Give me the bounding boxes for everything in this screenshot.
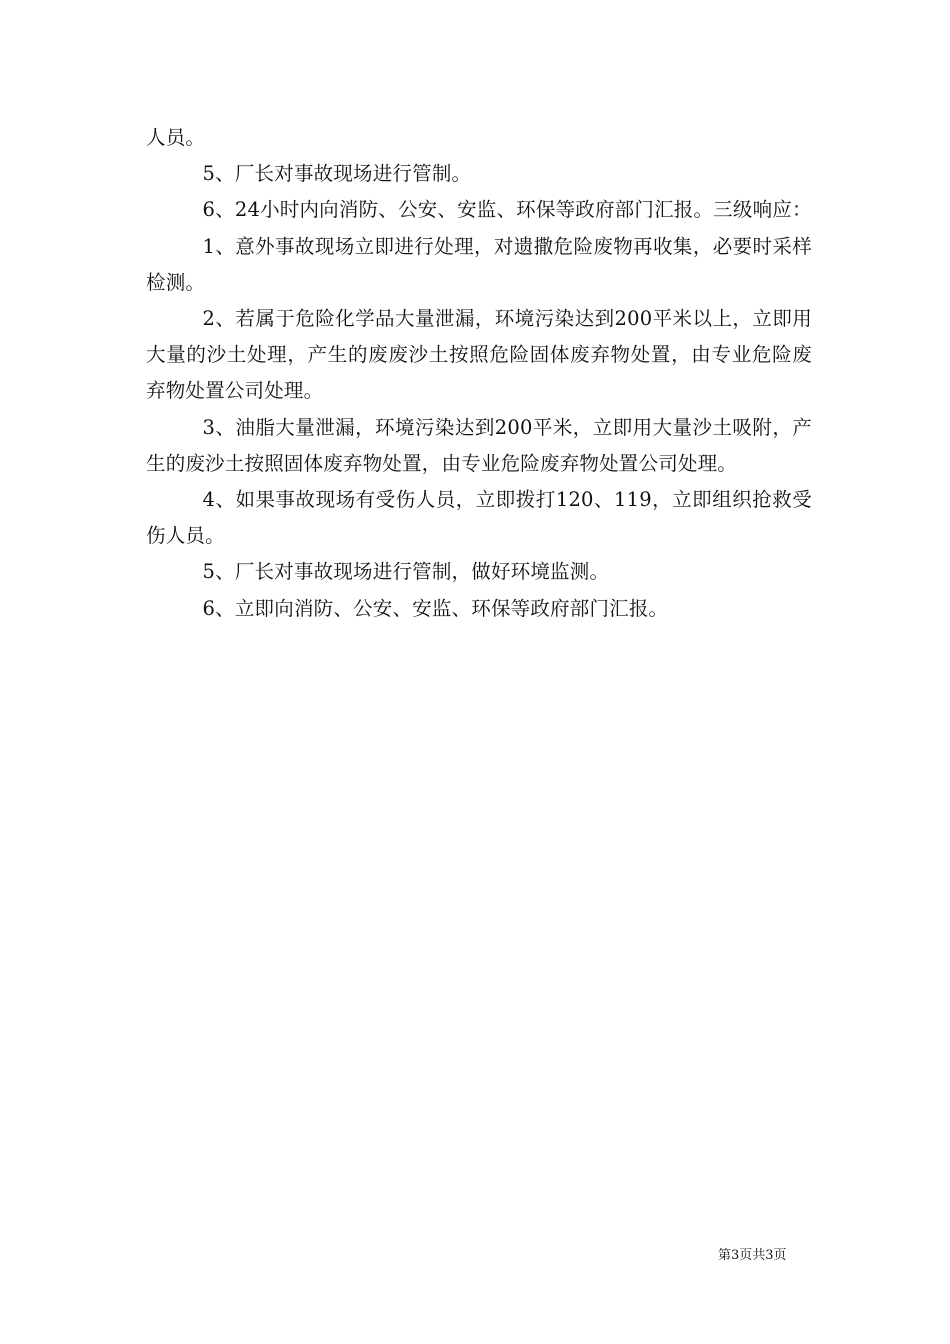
paragraph-level3-item-3: 3、油脂大量泄漏，环境污染达到200平米，立即用大量沙土吸附，产生的废沙土按照固体废弃物处置，由专业危险废弃物处置公司处理。 <box>146 415 812 475</box>
paragraph-level3-item-6: 6、立即向消防、公安、安监、环保等政府部门汇报。 <box>202 596 669 620</box>
paragraph-item-6-report: 6、24小时内向消防、公安、安监、环保等政府部门汇报。三级响应： <box>202 198 812 222</box>
paragraph-level3-item-5: 5、厂长对事故现场进行管制，做好环境监测。 <box>202 560 610 584</box>
paragraph-continuation: 人员。 <box>146 126 206 149</box>
paragraph-level3-item-4: 4、如果事故现场有受伤人员，立即拨打120、119，立即组织抢救受伤人员。 <box>146 488 812 548</box>
paragraph-item-5-control: 5、厂长对事故现场进行管制。 <box>202 162 472 186</box>
paragraph-level3-item-1: 1、意外事故现场立即进行处理，对遗撒危险废物再收集，必要时采样检测。 <box>146 234 812 294</box>
page-number-footer: 第3页共3页 <box>718 1248 787 1263</box>
document-body <box>146 120 812 627</box>
paragraph-level3-item-2: 2、若属于危险化学品大量泄漏，环境污染达到200平米以上，立即用大量的沙土处理，产生的废废沙土按照危险固体废弃物处置，由专业危险废弃物处置公司处理。 <box>146 307 812 403</box>
